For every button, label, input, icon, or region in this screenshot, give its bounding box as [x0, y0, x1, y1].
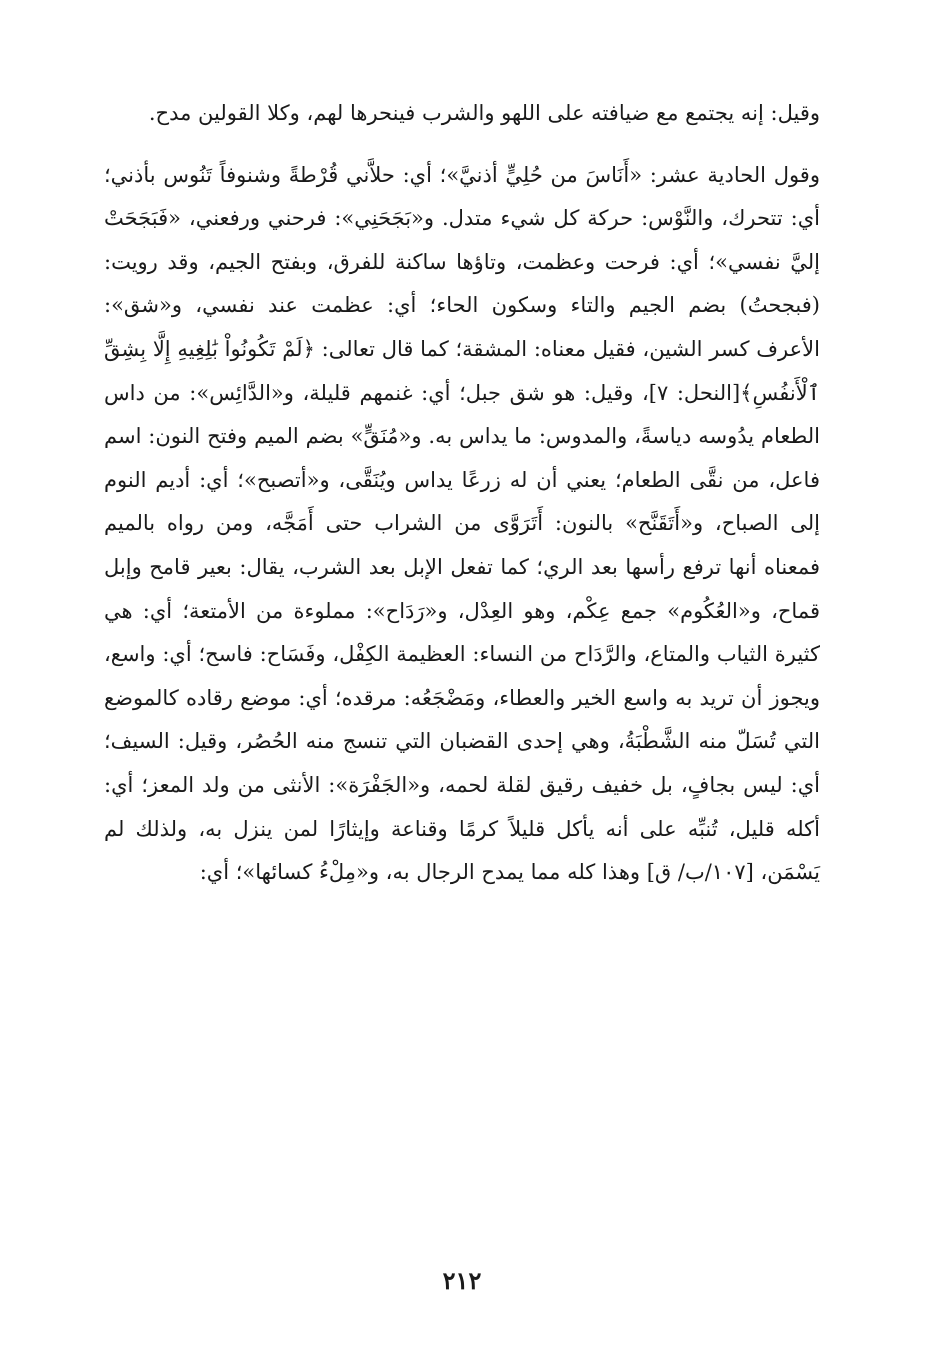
paragraph: وقيل: إنه يجتمع مع ضيافته على اللهو والشرب فينحرها لهم، وكلا القولين مدح.: [148, 101, 820, 125]
document-page: [104, 0, 820, 1367]
body-text: [104, 92, 820, 895]
page-number: ٢١٢: [442, 1266, 482, 1295]
paragraph: وقول الحادية عشر: «أَنَاسَ من حُلِيٍّ أذنيَّ»؛ أي: حلاَّني قُرْطةً وشنوفاً تَنُوس بأذني؛ أي: تتحرك، والنَّوْس: حركة كل شيء متدل. و«بَجَحَنِي»: فرحني ورفعني، «فَبَجَحَتْ إليَّ نفسي»؛ أي: فرحت وعظمت، وتاؤها ساكنة للفرق، وبفتح الجيم، وقد رويت: (فبجحتُ) بضم الجيم والتاء وسكون الحاء؛ أي: عظمت عند نفسي، و«شق»: الأعرف كسر الشين، فقيل معناه: المشقة؛ كما قال تعالى: ﴿لَمْ تَكُونُواْ بَٰلِغِيهِ إِلَّا بِشِقِّ ٱلْأَنفُسِ﴾[النحل: ٧]، وقيل: هو شق جبل؛ أي: غنمهم قليلة، و«الدَّائِس»: من داس الطعام يدُوسه دياسةً، والمدوس: ما يداس به. و«مُنَقٍّ» بضم الميم وفتح النون: اسم فاعل، من نقَّى الطعام؛ يعني أن له زرعًا يداس ويُنَقَّى، و«أتصبح»؛ أي: أديم النوم إلى الصباح، و«أَتَقَنَّح» بالنون: أَتَرَوَّى من الشراب حتى أَمَجَّه، ومن رواه بالميم فمعناه أنها ترفع رأسها بعد الري؛ كما تفعل الإبل بعد الشرب، يقال: بعير قامح وإبل قماح، و«العُكُوم» جمع عِكْم، وهو العِدْل، و«رَدَاح»: مملوءة من الأمتعة؛ أي: هي كثيرة الثياب والمتاع، والرَّدَاح من النساء: العظيمة الكِفْل، وفَسَاح: فاسح؛ أي: واسع، ويجوز أن تريد به واسع الخير والعطاء، ومَضْجَعُه: مرقده؛ أي: موضع رقاده كالموضع التي تُسَلّ منه الشَّطْبَةُ، وهي إحدى القضبان التي تنسج منه الحُصُر، وقيل: السيف؛ أي: ليس بجافٍ، بل خفيف رقيق لقلة لحمه، و«الجَفْرَة»: الأنثى من ولد المعز؛ أي: أكله قليل، تُنبِّه على أنه يأكل قليلاً كرمًا وقناعة وإيثارًا لمن ينزل به، ولذلك لم يَسْمَن، [١٠٧/ب/ ق] وهذا كله مما يمدح الرجال به، و«مِلْءُ كسائها»؛ أي:: [104, 162, 820, 885]
